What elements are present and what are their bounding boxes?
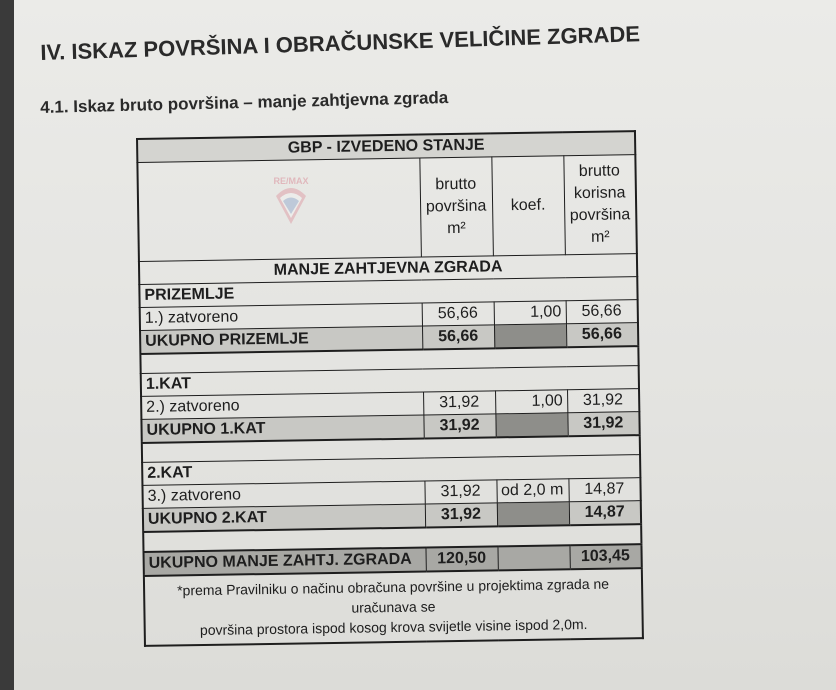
svg-text:RE/MAX: RE/MAX — [273, 176, 309, 186]
document-page — [14, 0, 836, 690]
floor-label: 2.KAT — [142, 455, 640, 486]
header-koef: koef. — [491, 156, 565, 256]
header-bruto: brutto površina m² — [419, 157, 493, 257]
total-row: UKUPNO 1.KAT 31,92 31,92 — [141, 412, 639, 443]
table-title: GBP - IZVEDENO STANJE — [137, 131, 635, 162]
floor-label: 1.KAT — [141, 366, 639, 397]
table-row: 3.) zatvoreno 31,92 od 2,0 m 14,87 — [142, 478, 640, 509]
table-row: 2.) zatvoreno 31,92 1,00 31,92 — [141, 389, 639, 420]
floor-label: PRIZEMLJE — [139, 277, 637, 308]
footnote: *prema Pravilniku o načinu obračuna površine u projektima zgrada ne uračunava se površina prostora ispod kosog krova svijetle visine ispod 2,0m. — [144, 568, 643, 646]
total-row: UKUPNO PRIZEMLJE 56,66 56,66 — [140, 323, 638, 354]
area-table — [136, 130, 644, 647]
section-label: MANJE ZAHTJEVNA ZGRADA — [139, 254, 637, 285]
grand-total-row: UKUPNO MANJE ZAHTJ. ZGRADA 120,50 103,45 — [144, 544, 642, 576]
subsection-heading: 4.1. Iskaz bruto površina – manje zahtjevna zgrada — [40, 88, 449, 117]
remax-watermark-logo — [264, 174, 318, 228]
area-table-wrapper — [136, 130, 644, 647]
total-row: UKUPNO 2.KAT 31,92 14,87 — [143, 501, 641, 532]
header-korisna: brutto korisna površina m² — [563, 155, 637, 255]
section-heading: IV. ISKAZ POVRŠINA I OBRAČUNSKE VELIČINE ZGRADE — [40, 21, 641, 65]
table-row: 1.) zatvoreno 56,66 1,00 56,66 — [140, 300, 638, 331]
